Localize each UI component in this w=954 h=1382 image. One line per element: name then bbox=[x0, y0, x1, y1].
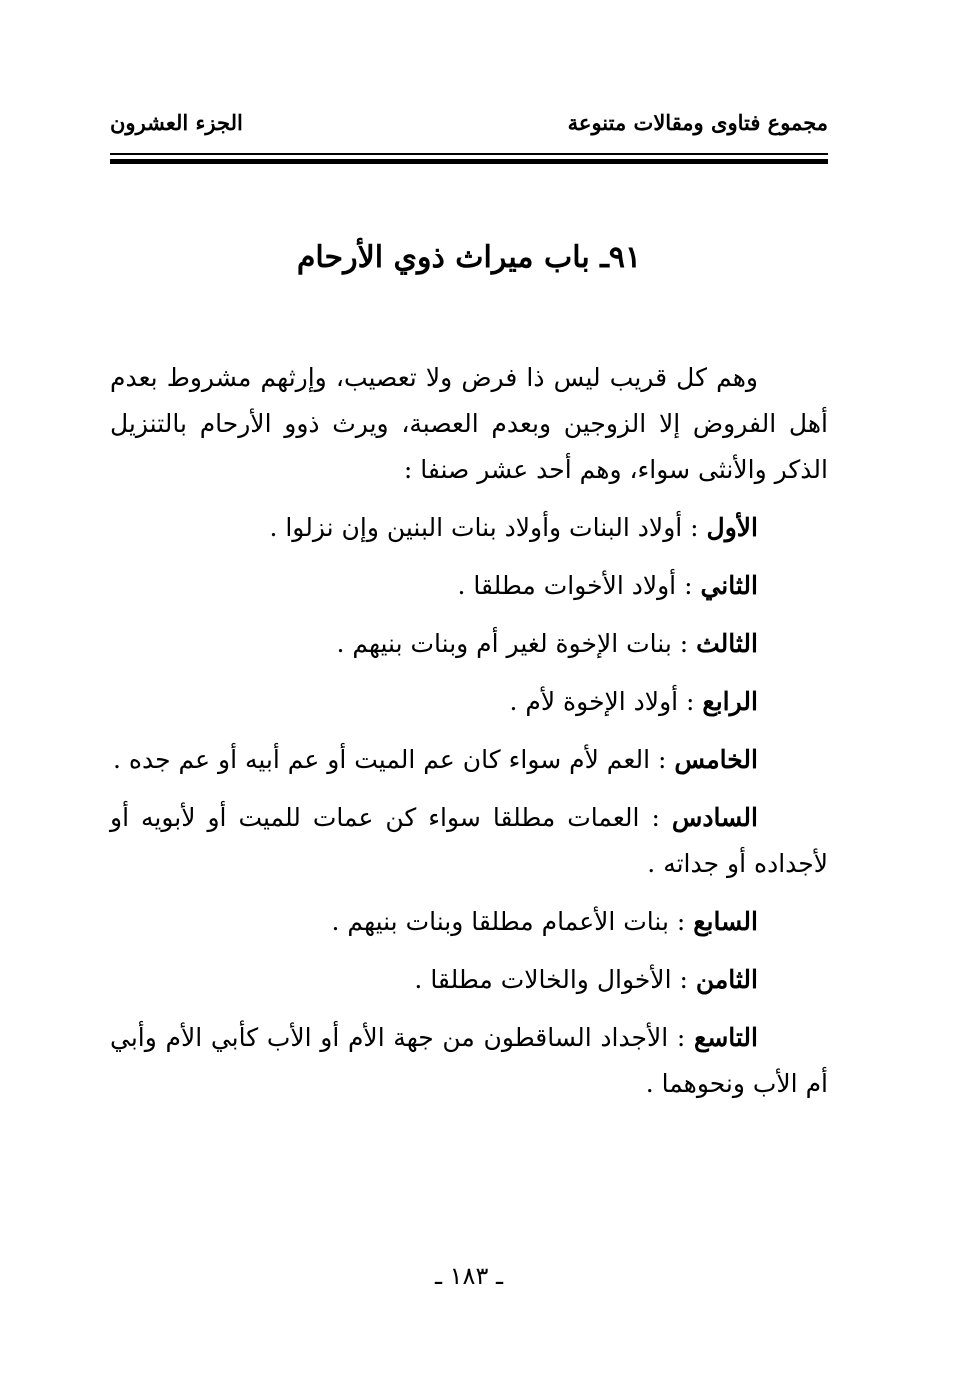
book-title: مجموع فتاوى ومقالات متنوعة bbox=[567, 110, 828, 135]
header-rule-thin bbox=[110, 153, 828, 155]
list-item bbox=[110, 957, 828, 1003]
item-text: العم لأم سواء كان عم الميت أو عم أبيه أو عم جده . bbox=[112, 745, 651, 774]
volume-label: الجزء العشرون bbox=[110, 110, 243, 135]
item-text: الأخوال والخالات مطلقا . bbox=[414, 965, 672, 994]
item-term: الخامس bbox=[674, 745, 758, 774]
item-separator: : bbox=[650, 745, 675, 774]
chapter-title: ٩١ـ باب ميراث ذوي الأرحام bbox=[296, 240, 642, 275]
item-term: السابع bbox=[693, 907, 758, 936]
page-number: ـ ١٨٣ ـ bbox=[434, 1262, 503, 1290]
item-separator: : bbox=[639, 803, 672, 832]
intro-paragraph: وهم كل قريب ليس ذا فرض ولا تعصيب، وإرثهم مشروط بعدم أهل الفروض إلا الزوجين وبعدم العصبة، ويرث ذوو الأرحام بالتنزيل الذكر والأنثى سواء، وهم أحد عشر صنفا : bbox=[110, 363, 828, 484]
body-text bbox=[110, 355, 828, 1119]
item-separator: : bbox=[671, 629, 697, 658]
list-item bbox=[110, 737, 828, 783]
item-term: الثاني bbox=[700, 571, 758, 600]
item-term: الثامن bbox=[695, 965, 758, 994]
list-item bbox=[110, 563, 828, 609]
running-header bbox=[110, 110, 828, 146]
item-separator: : bbox=[678, 687, 703, 716]
header-rule-thick bbox=[110, 159, 828, 164]
item-text: بنات الإخوة لغير أم وبنات بنيهم . bbox=[336, 629, 672, 658]
item-separator: : bbox=[671, 965, 696, 994]
list-item bbox=[110, 1015, 828, 1107]
item-separator: : bbox=[668, 1023, 695, 1052]
item-text: الأجداد الساقطون من جهة الأم أو الأب كأبي الأم وأبي أم الأب ونحوهما . bbox=[110, 1023, 828, 1098]
item-text: أولاد الإخوة لأم . bbox=[509, 687, 679, 716]
item-text: العمات مطلقا سواء كن عمات للميت أو لأبويه أو لأجداده أو جداته . bbox=[110, 803, 828, 878]
item-separator: : bbox=[676, 571, 701, 600]
item-text: أولاد الأخوات مطلقا . bbox=[457, 571, 677, 600]
item-separator: : bbox=[682, 513, 707, 542]
item-term: السادس bbox=[671, 803, 758, 832]
item-text: أولاد البنات وأولاد بنات البنين وإن نزلوا . bbox=[269, 513, 683, 542]
item-separator: : bbox=[668, 907, 694, 936]
list-item bbox=[110, 621, 828, 667]
list-item bbox=[110, 795, 828, 887]
item-term: الأول bbox=[706, 513, 758, 542]
item-term: الثالث bbox=[696, 629, 758, 658]
item-term: التاسع bbox=[694, 1023, 758, 1052]
list-item bbox=[110, 679, 828, 725]
item-term: الرابع bbox=[702, 687, 758, 716]
list-item bbox=[110, 505, 828, 551]
item-text: بنات الأعمام مطلقا وبنات بنيهم . bbox=[331, 907, 669, 936]
list-item bbox=[110, 899, 828, 945]
